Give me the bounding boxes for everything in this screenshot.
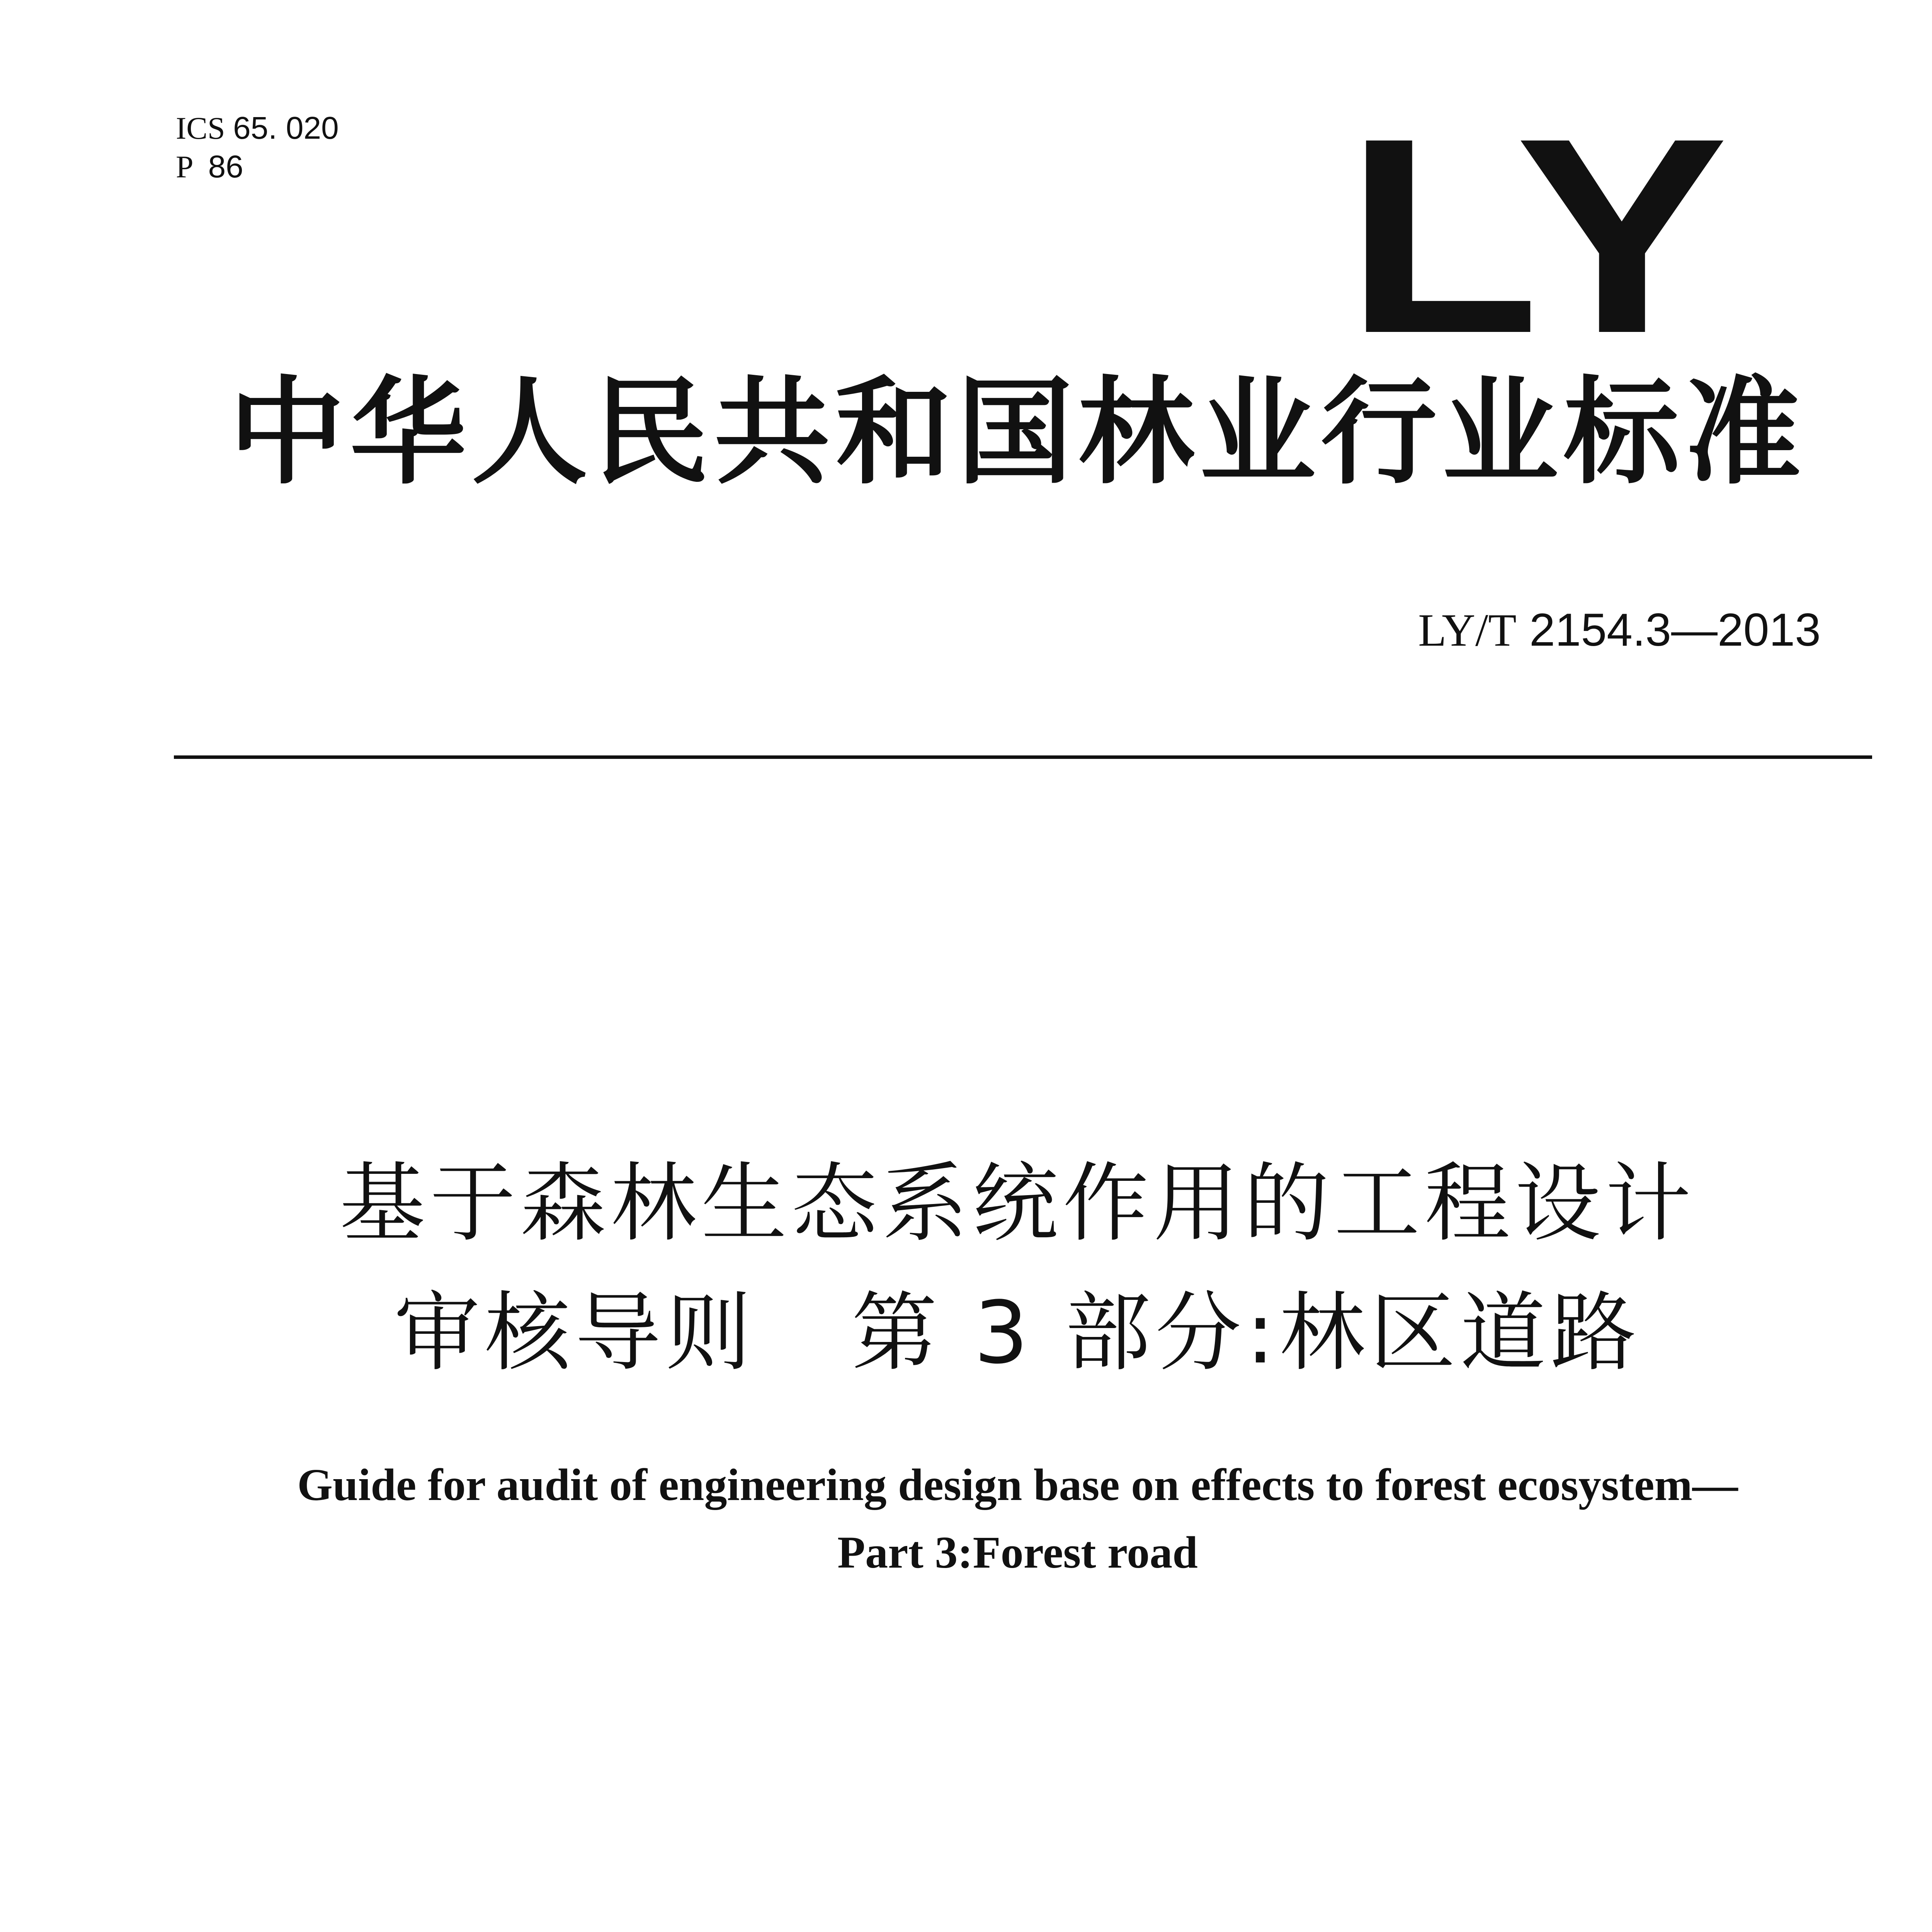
document-title-en-line1: Guide for audit of engineering design base on effects to forest ecosystem—: [297, 1459, 1738, 1510]
ics-label: ICS: [176, 111, 225, 146]
document-title-en-line2: Part 3:Forest road: [837, 1527, 1198, 1578]
ics-classification: [176, 109, 339, 148]
standard-category-title: 中华人民共和国林业行业标准: [229, 365, 1806, 500]
standard-number-code: LY/T: [1418, 604, 1517, 656]
ccs-code: 86: [208, 149, 243, 184]
ly-logo: LY: [1345, 80, 1733, 391]
ics-code: 65. 020: [233, 111, 339, 146]
ccs-label: P: [176, 149, 192, 184]
standard-number-value: 2154.3—2013: [1529, 604, 1821, 656]
standard-number: [1418, 603, 1821, 657]
document-title-cn-line2: 审核导则 第 3 部分:林区道路: [394, 1283, 1641, 1383]
ccs-classification: [176, 148, 243, 186]
document-title-cn-line1: 基于森林生态系统作用的工程设计: [339, 1154, 1696, 1253]
header-divider: [174, 755, 1872, 759]
